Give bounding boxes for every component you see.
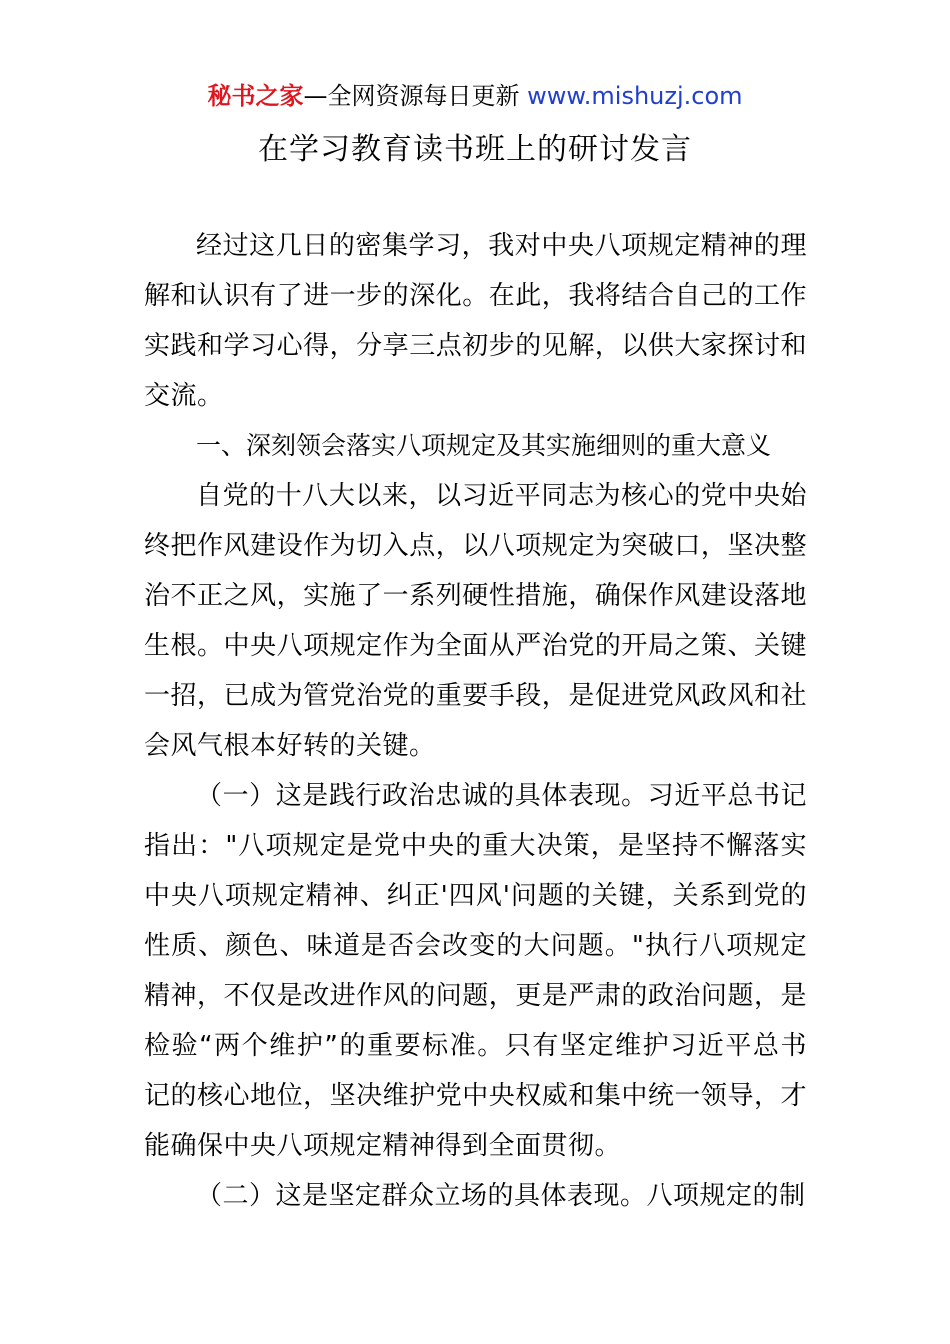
brand-name: 秘书之家 [207,82,304,110]
site-url-link[interactable]: www.mishuzj.com [527,82,743,110]
section-1-paragraph: 自党的十八大以来，以习近平同志为核心的党中央始终把作风建设作为切入点，以八项规定为突破口，坚决整治不正之风，实施了一系列硬性措施，确保作风建设落地生根。中央八项规定作为全面从严治党的开局之策、关键一招，已成为管党治党的重要手段，是促进党风政风和社会风气根本好转的关键。 [144,481,807,761]
document-body [144,221,807,1221]
section-heading-1: 一、深刻领会落实八项规定及其实施细则的重大意义 [196,431,772,460]
intro-paragraph: 经过这几日的密集学习，我对中央八项规定精神的理解和认识有了进一步的深化。在此，我将结合自己的工作实践和学习心得，分享三点初步的见解，以供大家探讨和交流。 [144,231,807,411]
header-tagline: —全网资源每日更新 [303,82,528,110]
subsection-1-paragraph: （一）这是践行政治忠诚的具体表现。习近平总书记指出："八项规定是党中央的重大决策，是坚持不懈落实中央八项规定精神、纠正'四风'问题的关键，关系到党的性质、颜色、味道是否会改变的大问题。"执行八项规定精神，不仅是改进作风的问题，更是严肃的政治问题，是检验“两个维护”的重要标准。只有坚定维护习近平总书记的核心地位，坚决维护党中央权威和集中统一领导，才能确保中央八项规定精神得到全面贯彻。 [144,781,807,1161]
document-title: 在学习教育读书班上的研讨发言 [258,132,692,167]
site-header-banner [0,80,950,112]
subsection-2-paragraph: （二）这是坚定群众立场的具体表现。八项规定的制 [196,1181,806,1211]
